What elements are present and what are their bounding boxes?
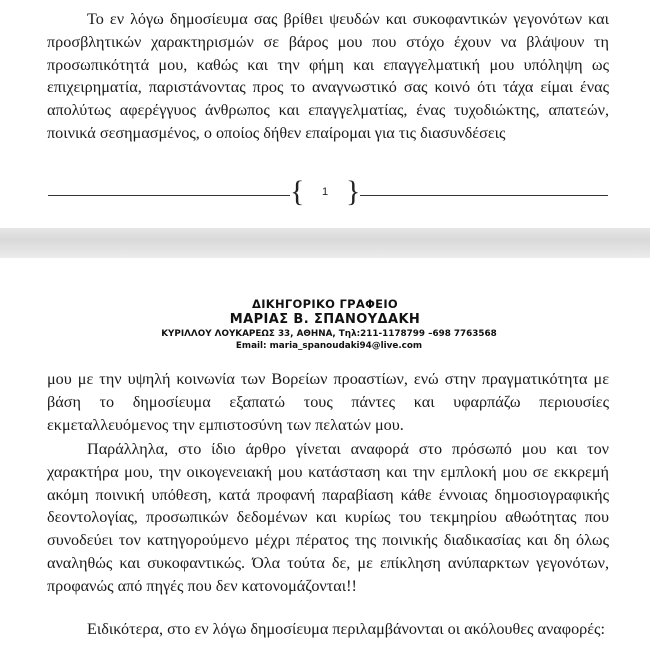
letterhead-office: ΔΙΚΗΓΟΡΙΚΟ ΓΡΑΦΕΙΟ	[252, 297, 398, 311]
letterhead-name: ΜΑΡΙΑΣ Β. ΣΠΑΝΟΥΔΑΚΗ	[229, 312, 421, 327]
body-paragraph: μου με την υψηλή κοινωνία των Βορείων προαστίων, ενώ στην πραγματικότητα με βάση το δημοσίευμα εξαπατώ τους πάντες και υφαρπάζω περιουσίες εκμεταλλευόμενος την εμπιστοσύνη των πελατών μου.	[47, 370, 609, 434]
letterhead-email: Email: maria_spanoudaki94@live.com	[235, 341, 423, 351]
footer-rule-right	[360, 195, 608, 196]
footer-rule-left	[48, 195, 290, 196]
letterhead-address: ΚΥΡΙΛΛΟΥ ΛΟΥΚΑΡΕΩΣ 33, ΑΘΗΝΑ, Τηλ:211-1178799 –698 7763568	[161, 329, 497, 339]
page-separator	[0, 228, 650, 258]
body-paragraph: Ειδικότερα, στο εν λόγω δημοσίευμα περιλαμβάνονται οι ακόλουθες αναφορές:	[87, 620, 605, 638]
body-paragraph: Το εν λόγω δημοσίευμα σας βρίθει ψευδών και συκοφαντικών γεγονότων και προσβλητικών χαρακτηρισμών σε βάρος μου που στόχο έχουν να βλάψουν τη προσωπικότητά μου, καθώς και την φήμη και επαγγελματική μου υπόληψη ως επιχειρηματία, παριστάνοντας προς το αναγνωστικό σας κοινό ότι τάχα είμαι ένας απολύτως αφερέγγυος άνθρωπος και επαγγελματίας, ένας τυχοδιώκτης, απατεών, ποινικά σεσημασμένος, ο οποίος δήθεν επαίρομαι για τις διασυνδέσεις	[47, 10, 609, 142]
body-paragraph: Παράλληλα, στο ίδιο άρθρο γίνεται αναφορά στο πρόσωπό μου και τον χαρακτήρα μου, την οικογενειακή μου κατάσταση και την εμπλοκή μου σε εκκρεμή ακόμη ποινική υπόθεση, κατά προφανή παραβίαση κάθε έννοιας δημοσιογραφικής δεοντολογίας, προσωπικών δεδομένων και κυρίως του τεκμηρίου αθωότητας που συνοδεύει τον κατηγορούμενο μέχρι πέρατος της ποινικής διαδικασίας και δη όλως αναληθώς και συκοφαντικώς. Όλα τούτα δε, με επίκληση ανύπαρκτων γεγονότων, προφανώς από πηγές που δεν κατονομάζονται!!	[47, 440, 609, 595]
document-page-bottom	[0, 258, 650, 670]
footer-brace-left: {	[290, 175, 305, 208]
document-page-top	[0, 0, 650, 228]
page-number: 1	[321, 186, 329, 198]
footer-brace-right: }	[346, 175, 361, 208]
